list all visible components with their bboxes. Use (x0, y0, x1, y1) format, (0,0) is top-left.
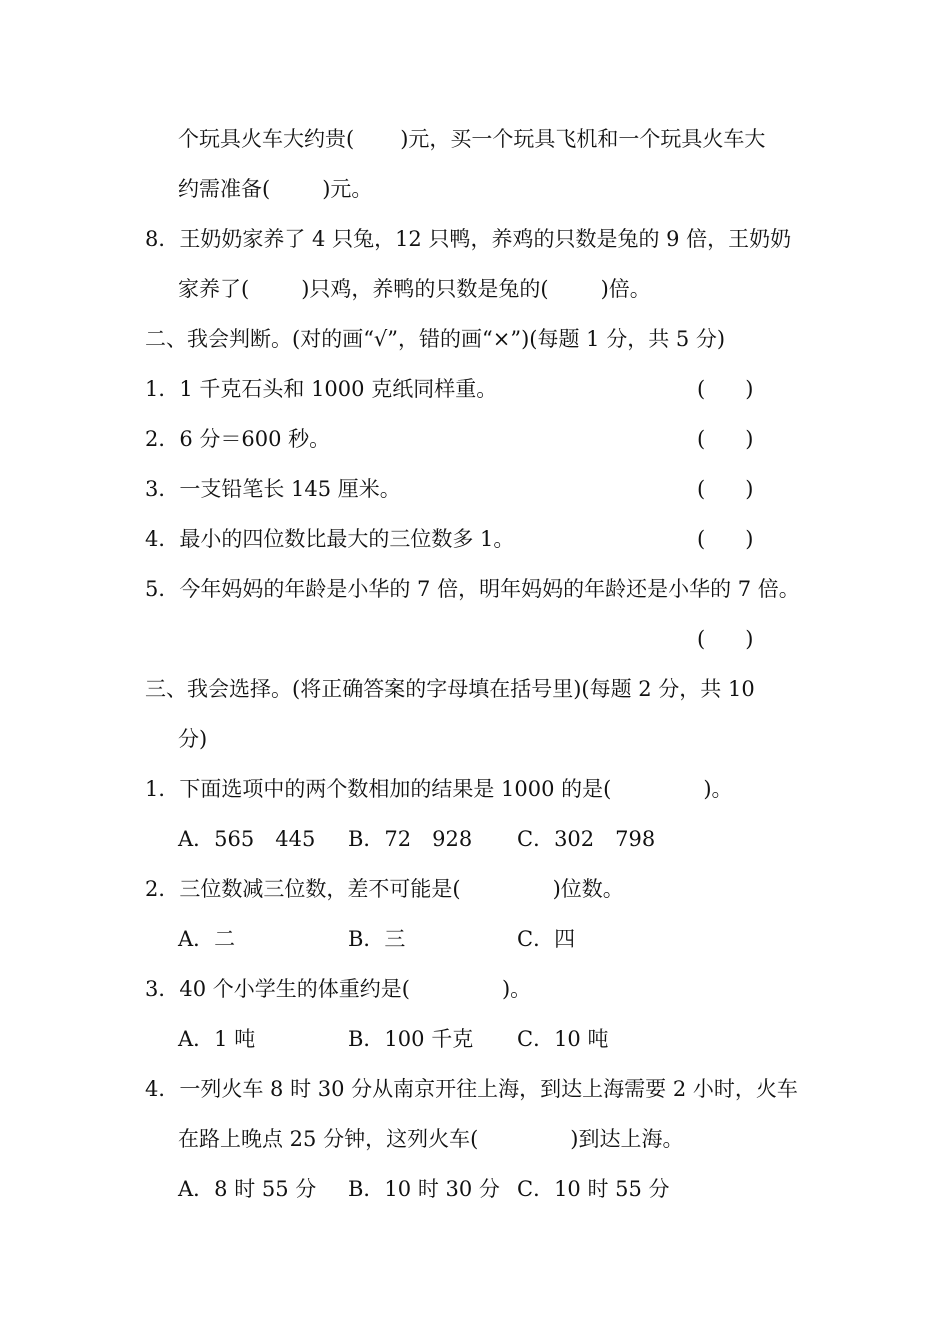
judge-answer-1[interactable]: ( ) (697, 377, 754, 401)
section3-title: 三、我会选择。(将正确答案的字母填在括号里)(每题 2 分，共 10 (145, 677, 755, 701)
choice-q1-option-a[interactable]: A．565 445 (178, 827, 316, 851)
choice-q4-option-c[interactable]: C．10 时 55 分 (517, 1177, 670, 1201)
choice-q2-option-c[interactable]: C．四 (517, 927, 576, 951)
q7-line1: 个玩具火车大约贵( )元，买一个玩具飞机和一个玩具火车大 (178, 127, 766, 151)
choice-q3-option-a[interactable]: A．1 吨 (178, 1027, 256, 1051)
judge-answer-3[interactable]: ( ) (697, 477, 754, 501)
choice-q4-option-b[interactable]: B．10 时 30 分 (348, 1177, 500, 1201)
judge-item-2: 2．6 分＝600 秒。 (145, 427, 331, 451)
choice-q1-option-c[interactable]: C．302 798 (517, 827, 656, 851)
choice-q4-stem-line2: 在路上晚点 25 分钟，这列火车( )到达上海。 (178, 1127, 684, 1151)
judge-item-4: 4．最小的四位数比最大的三位数多 1。 (145, 527, 515, 551)
q8-line2: 家养了( )只鸡，养鸭的只数是兔的( )倍。 (178, 277, 651, 301)
judge-answer-2[interactable]: ( ) (697, 427, 754, 451)
choice-q2-stem: 2．三位数减三位数，差不可能是( )位数。 (145, 877, 624, 901)
choice-q2-option-a[interactable]: A．二 (178, 927, 236, 951)
choice-q1-stem: 1．下面选项中的两个数相加的结果是 1000 的是( )。 (145, 777, 733, 801)
choice-q3-stem: 3．40 个小学生的体重约是( )。 (145, 977, 532, 1001)
choice-q4-stem-line1: 4．一列火车 8 时 30 分从南京开往上海，到达上海需要 2 小时，火车 (145, 1077, 798, 1101)
choice-q4-option-a[interactable]: A．8 时 55 分 (178, 1177, 317, 1201)
section2-title: 二、我会判断。(对的画“√”，错的画“×”)(每题 1 分，共 5 分) (145, 327, 726, 351)
judge-item-1: 1．1 千克石头和 1000 克纸同样重。 (145, 377, 498, 401)
judge-item-3: 3．一支铅笔长 145 厘米。 (145, 477, 401, 501)
q8-line1: 8．王奶奶家养了 4 只兔，12 只鸭，养鸡的只数是兔的 9 倍，王奶奶 (145, 227, 792, 251)
choice-q3-option-b[interactable]: B．100 千克 (348, 1027, 474, 1051)
q7-line2: 约需准备( )元。 (178, 177, 373, 201)
choice-q3-option-c[interactable]: C．10 吨 (517, 1027, 609, 1051)
judge-answer-4[interactable]: ( ) (697, 527, 754, 551)
choice-q1-option-b[interactable]: B．72 928 (348, 827, 473, 851)
judge-answer-5[interactable]: ( ) (697, 627, 754, 651)
judge-item-5: 5．今年妈妈的年龄是小华的 7 倍，明年妈妈的年龄还是小华的 7 倍。 (145, 577, 800, 601)
choice-q2-option-b[interactable]: B．三 (348, 927, 406, 951)
section3-title-cont: 分) (178, 727, 208, 751)
